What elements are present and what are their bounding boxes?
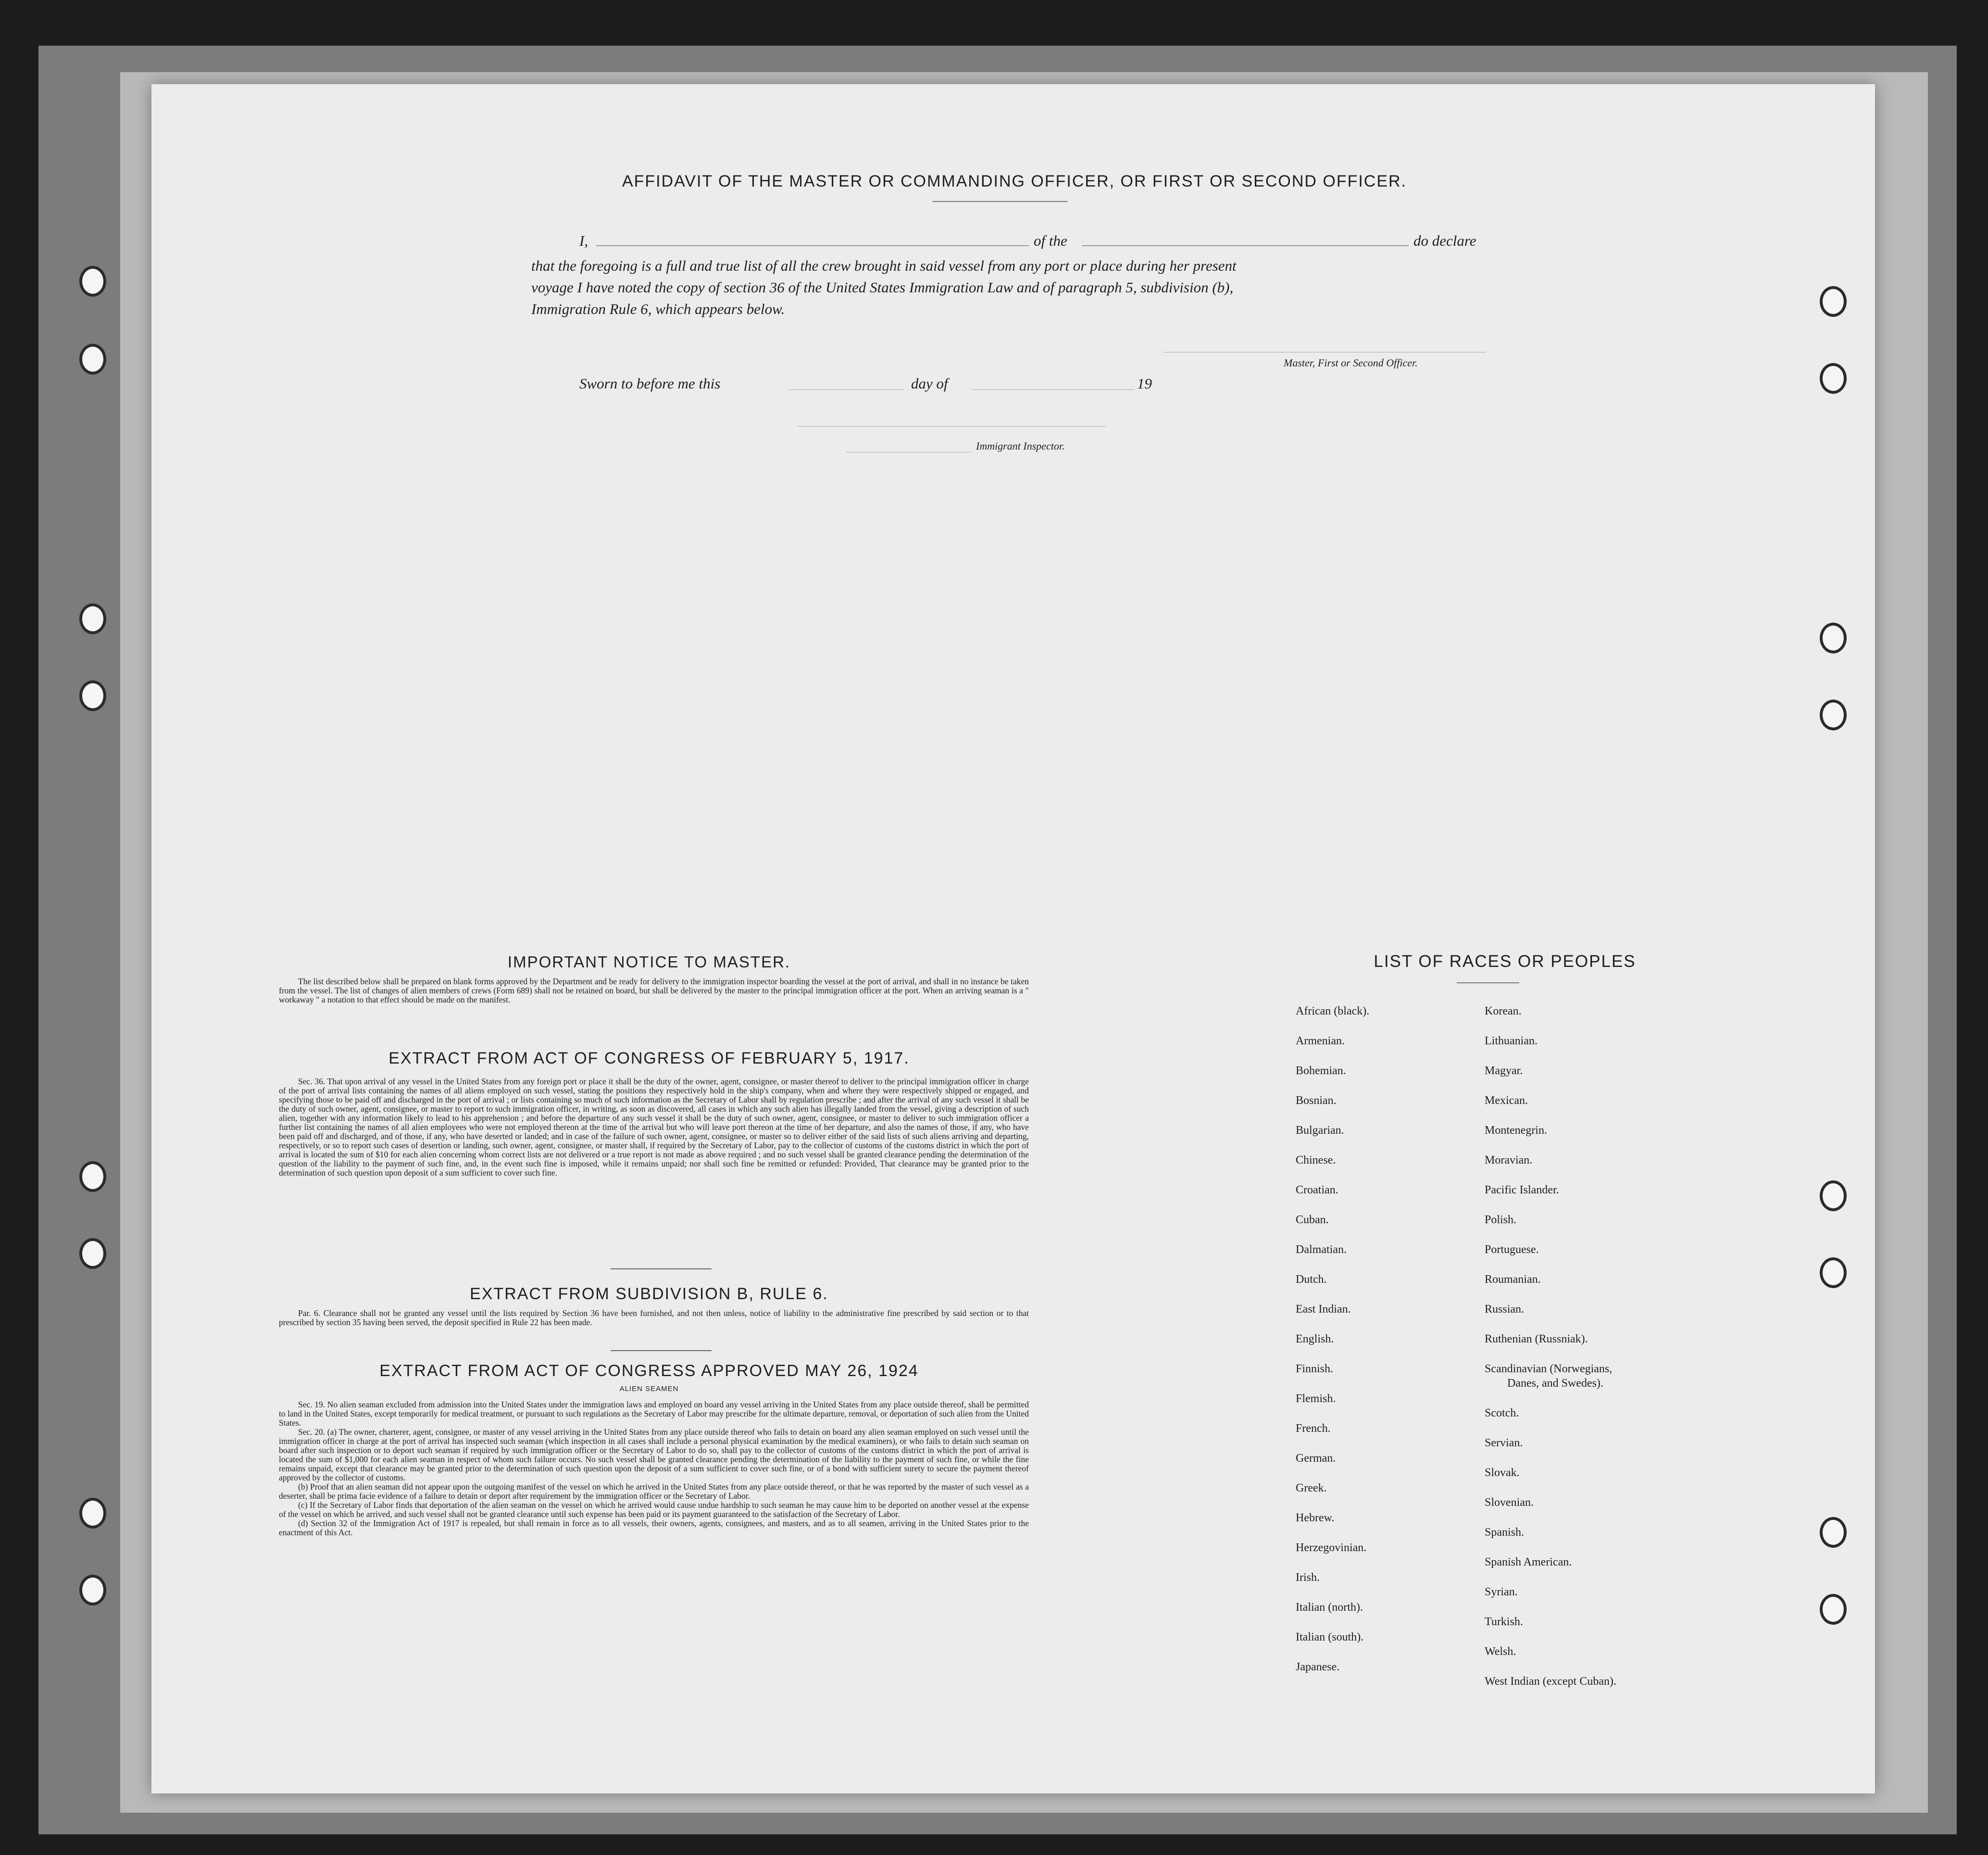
notice-title: IMPORTANT NOTICE TO MASTER. (507, 953, 791, 971)
affidavit-line4: Immigration Rule 6, which appears below. (531, 301, 785, 317)
race-item: Bulgarian. (1296, 1124, 1344, 1137)
race-item: Magyar. (1485, 1065, 1523, 1077)
affidavit-line2: that the foregoing is a full and true list of all the crew brought in said vessel from any port or place during her present (531, 257, 1237, 274)
punch-hole (79, 1498, 106, 1529)
race-item: Welsh. (1485, 1645, 1516, 1658)
punch-hole (79, 1161, 106, 1192)
punch-hole (1820, 1180, 1847, 1211)
day-blank (788, 389, 904, 390)
race-item: Irish. (1296, 1571, 1320, 1584)
race-item: Servian. (1485, 1437, 1523, 1449)
race-item: Polish. (1485, 1214, 1517, 1226)
punch-hole (79, 1575, 106, 1605)
affidavit-declare: do declare (1413, 232, 1476, 249)
race-item: Herzegovinian. (1296, 1542, 1367, 1554)
punch-hole (79, 344, 106, 375)
affidavit-line3: voyage I have noted the copy of section 36 of the United States Immigration Law and of paragraph 5, subdivision (b), (531, 279, 1234, 296)
rule6-text: Par. 6. Clearance shall not be granted any vessel until the lists required by Section 36 have been furnished, and not then unless, notice of liability to the administrative fine prescribed by said section or to that prescribed by section 35 having been served, the deposit specified in Rule 22 has been made. (279, 1308, 1029, 1327)
year-text: 19 (1137, 375, 1152, 392)
rule6-body (279, 1309, 1029, 1327)
race-item: Spanish American. (1485, 1556, 1572, 1568)
race-item: Spanish. (1485, 1526, 1525, 1539)
affidavit-title: AFFIDAVIT OF THE MASTER OR COMMANDING OFFICER, OR FIRST OR SECOND OFFICER. (622, 172, 1407, 190)
race-item: Croatian. (1296, 1184, 1338, 1196)
race-item: Bosnian. (1296, 1094, 1337, 1107)
race-item: Italian (north). (1296, 1601, 1363, 1614)
punch-hole (1820, 1594, 1847, 1625)
section-rule (611, 1350, 712, 1351)
day-of-text: day of (911, 375, 948, 392)
punch-hole (1820, 700, 1847, 730)
race-item: Moravian. (1485, 1154, 1533, 1166)
race-item: Finnish. (1296, 1363, 1334, 1375)
race-item: Scandinavian (Norwegians, (1485, 1363, 1613, 1375)
race-item: German. (1296, 1452, 1336, 1465)
extract-1924-subtitle: ALIEN SEAMEN (619, 1385, 679, 1393)
race-item: Italian (south). (1296, 1631, 1364, 1643)
race-item: Portuguese. (1485, 1243, 1539, 1256)
extract-1924-para: (b) Proof that an alien seaman did not appear upon the outgoing manifest of the vessel on which he arrived in the United States from any place outside thereof, or that he was reported by the master of such vessel as a deserter, shall be prima facie evidence of a failure to detain or deport after requirement by the immigration officer or the Secretary of Labor. (279, 1482, 1029, 1501)
punch-hole (79, 603, 106, 634)
race-item: Pacific Islander. (1485, 1184, 1559, 1196)
affidavit-i: I, (579, 232, 588, 249)
race-item: Armenian. (1296, 1035, 1345, 1047)
race-item: Bohemian. (1296, 1065, 1346, 1077)
punch-hole (79, 1238, 106, 1269)
punch-hole (1820, 623, 1847, 653)
extract-1924-title: EXTRACT FROM ACT OF CONGRESS APPROVED MAY 26, 1924 (379, 1362, 919, 1380)
punch-hole (79, 680, 106, 711)
extract-1917-body (279, 1077, 1029, 1178)
race-item: Chinese. (1296, 1154, 1336, 1166)
race-item: Japanese. (1296, 1661, 1340, 1673)
race-item: Flemish. (1296, 1392, 1336, 1405)
race-item: Danes, and Swedes). (1507, 1377, 1603, 1390)
notice-text: The list described below shall be prepared on blank forms approved by the Department and be ready for delivery to the immigration inspector boarding the vessel at the port of arrival, and shall in no instance be taken from the vessel. The list of changes of alien members of crews (Form 689) shall not be retained on board, but shall be delivered by the master to the principal immigration officer at the port. When an arriving seaman is a " workaway " a notation to that effect should be made on the manifest. (279, 977, 1029, 1004)
inspector-label: Immigrant Inspector. (976, 440, 1065, 452)
races-title: LIST OF RACES OR PEOPLES (1374, 952, 1636, 971)
race-item: Cuban. (1296, 1214, 1329, 1226)
race-item: Hebrew. (1296, 1512, 1335, 1524)
race-item: Lithuanian. (1485, 1035, 1538, 1047)
punch-hole (1820, 363, 1847, 394)
race-item: Roumanian. (1485, 1273, 1541, 1286)
race-item: Russian. (1485, 1303, 1525, 1316)
punch-hole (1820, 1257, 1847, 1288)
extract-1924-para: Sec. 19. No alien seaman excluded from admission into the United States under the immigration laws and employed on board any vessel arriving in the United States from any place outside thereof, shall be permitted to land in the United States, except temporarily for medical treatment, or pursuant to such regulations as the Secretary of Labor may prescribe for the ultimate departure, removal, or deportation of such alien from the United States. (279, 1400, 1029, 1428)
name-blank (596, 245, 1029, 246)
extract-1917-text: Sec. 36. That upon arrival of any vessel in the United States from any foreign port or place it shall be the duty of the owner, agent, consignee, or master thereof to deliver to the principal immigration officer in charge of the port of arrival lists containing the names of all aliens employed on such vessel, stating the positions they respectively hold in the ship's company, when and where they were respectively shipped or engaged, and specifying those to be paid off and discharged in the port of arrival ; or lists containing so much of such information as the Secretary of Labor shall by regulation prescribe ; and after the arrival of any such vessel it shall be the duty of such owner, agent, consignee, or master to report to such immigration officer, in writing, as soon as discovered, all cases in which any such alien has illegally landed from the vessel, giving a description of such alien, together with any information likely to lead to his apprehension ; and before the departure of any such vessel it shall be the duty of such owner, agent, consignee, or master to deliver to such immigration officer a further list containing the names of all alien employees who were not employed thereon at the time of the arrival but who will leave port thereon at the time of her departure, and also the names of those, if any, who have been paid off and discharged, and of those, if any, who have deserted or landed; and in case of the failure of such owner, agent, consignee, or master so to deliver either of the said lists of such aliens arriving and departing, respectively, or so to report such cases of desertion or landing, such owner, agent, consignee, or master shall, if required by the Secretary of Labor, pay to the collector of customs of the customs district in which the port of arrival is located the sum of $10 for each alien concerning whom correct lists are not delivered or a true report is not made as above required ; and no such vessel shall be granted clearance pending the determination of the question of the liability to the payment of such fine, and, in the event such fine is imposed, while it remains unpaid; nor shall such fine be remitted or refunded: Provided, That clearance may be granted prior to the determination of such question upon deposit of a sum sufficient to cover such fine. (279, 1077, 1029, 1178)
punch-hole (1820, 1517, 1847, 1548)
race-item: Korean. (1485, 1005, 1522, 1017)
extract-1924-para: Sec. 20. (a) The owner, charterer, agent, consignee, or master of any vessel arriving in the United States from any place outside thereof who fails to detain on board any alien seaman employed on such vessel until the immigration officer in charge at the port of arrival has inspected such seaman (which inspection in all cases shall include a personal physical examination by the medical examiners), or who fails to detain such seaman on board after such inspection or to deport such seaman if required by such immigration officer or the Secretary of Labor to do so, shall pay to the collector of customs of the customs district in which the port of arrival is located the sum of $1,000 for each alien seaman in respect of whom such failure occurs. No such vessel shall be granted clearance pending the determination of the liability to the payment of such fine, or while the fine remains unpaid, except that clearance may be granted prior to the determination of such question upon the deposit of a sum sufficient to cover such fine, or of a bond with sufficient surety to secure the payment thereof approved by the collector of customs. (279, 1427, 1029, 1482)
race-item: Slovak. (1485, 1466, 1520, 1479)
section-rule (611, 1268, 712, 1269)
master-signature-label: Master, First or Second Officer. (1284, 357, 1418, 369)
race-item: Turkish. (1485, 1616, 1523, 1628)
race-item: Montenegrin. (1485, 1124, 1547, 1137)
race-item: Greek. (1296, 1482, 1327, 1494)
race-item: Mexican. (1485, 1094, 1528, 1107)
sworn-text: Sworn to before me this (579, 375, 721, 392)
punch-hole (1820, 286, 1847, 317)
race-item: Syrian. (1485, 1586, 1518, 1598)
notice-body (279, 977, 1029, 1004)
race-item: Dalmatian. (1296, 1243, 1347, 1256)
race-item: Dutch. (1296, 1273, 1327, 1286)
extract-1917-title: EXTRACT FROM ACT OF CONGRESS OF FEBRUARY 5, 1917. (388, 1049, 910, 1067)
race-item: African (black). (1296, 1005, 1370, 1017)
race-item: West Indian (except Cuban). (1485, 1675, 1616, 1688)
race-item: English. (1296, 1333, 1334, 1345)
extract-1924-para: (d) Section 32 of the Immigration Act of 1917 is repealed, but shall remain in force as to all vessels, their owners, agents, consignees, and masters, and as to all seamen, arriving in the United States prior to the enactment of this Act. (279, 1518, 1029, 1537)
race-item: East Indian. (1296, 1303, 1351, 1316)
race-item: Ruthenian (Russniak). (1485, 1333, 1588, 1345)
affidavit-of-the: of the (1034, 232, 1067, 249)
race-item: French. (1296, 1422, 1331, 1435)
races-title-rule (1457, 982, 1519, 983)
rule6-title: EXTRACT FROM SUBDIVISION B, RULE 6. (470, 1285, 828, 1303)
extract-1924-body (279, 1400, 1029, 1537)
race-item: Scotch. (1485, 1407, 1519, 1419)
race-item: Slovenian. (1485, 1496, 1534, 1509)
title-rule (933, 201, 1067, 202)
vessel-blank (1082, 245, 1409, 246)
punch-hole (79, 266, 106, 297)
month-blank (971, 389, 1135, 390)
extract-1924-para: (c) If the Secretary of Labor finds that deportation of the alien seaman on the vessel on which he arrived would cause undue hardship to such seaman he may cause him to be deported on another vessel at the expense of the vessel on which he arrived, and such vessel shall not be granted clearance until such expense has been paid or its payment guaranteed to the satisfaction of the Secretary of Labor. (279, 1500, 1029, 1519)
